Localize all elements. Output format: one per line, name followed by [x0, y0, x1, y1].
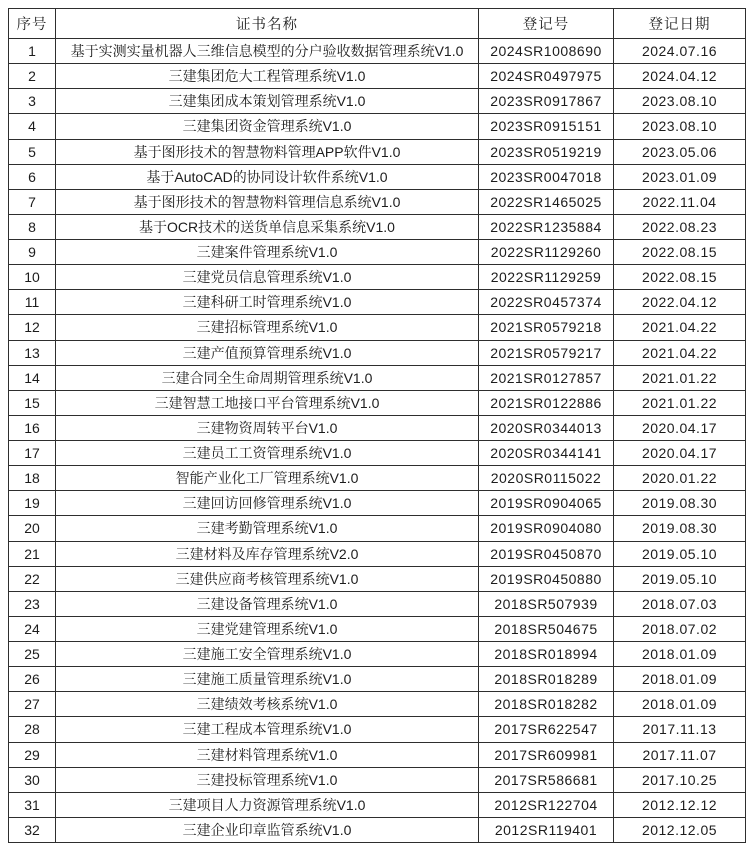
cert-name-cell: 智能产业化工厂管理系统V1.0: [56, 466, 479, 491]
reg-date-cell: 2022.08.15: [614, 240, 746, 265]
cert-name-cell: 三建智慧工地接口平台管理系统V1.0: [56, 390, 479, 415]
reg-no-cell: 2022SR1465025: [479, 189, 614, 214]
reg-no-cell: 2024SR0497975: [479, 64, 614, 89]
table-row: [9, 415, 746, 440]
reg-date-cell: 2018.01.09: [614, 642, 746, 667]
row-index-cell: 23: [9, 591, 56, 616]
reg-date-cell: 2017.11.07: [614, 742, 746, 767]
row-index-cell: 16: [9, 415, 56, 440]
table-row: [9, 616, 746, 641]
reg-date-cell: 2018.01.09: [614, 692, 746, 717]
row-index-cell: 18: [9, 466, 56, 491]
reg-date-cell: 2023.08.10: [614, 114, 746, 139]
row-index-cell: 1: [9, 39, 56, 64]
row-index-cell: 7: [9, 189, 56, 214]
cert-name-cell: 三建施工质量管理系统V1.0: [56, 667, 479, 692]
cert-name-cell: 三建企业印章监管系统V1.0: [56, 817, 479, 842]
row-index-cell: 25: [9, 642, 56, 667]
row-index-cell: 27: [9, 692, 56, 717]
table-header: [9, 9, 746, 39]
reg-no-cell: 2012SR122704: [479, 792, 614, 817]
cert-name-cell: 三建材料管理系统V1.0: [56, 742, 479, 767]
reg-date-cell: 2017.11.13: [614, 717, 746, 742]
reg-no-cell: 2020SR0344013: [479, 415, 614, 440]
cert-name-cell: 三建集团资金管理系统V1.0: [56, 114, 479, 139]
cert-name-cell: 三建案件管理系统V1.0: [56, 240, 479, 265]
reg-no-cell: 2018SR018289: [479, 667, 614, 692]
row-index-cell: 12: [9, 315, 56, 340]
cert-name-cell: 三建设备管理系统V1.0: [56, 591, 479, 616]
row-index-cell: 11: [9, 290, 56, 315]
table-row: [9, 817, 746, 842]
cert-name-cell: 基于图形技术的智慧物料管理信息系统V1.0: [56, 189, 479, 214]
reg-no-cell: 2021SR0122886: [479, 390, 614, 415]
certificate-table-container: [8, 8, 745, 843]
reg-date-cell: 2024.07.16: [614, 39, 746, 64]
reg-no-cell: 2017SR622547: [479, 717, 614, 742]
reg-date-cell: 2023.01.09: [614, 164, 746, 189]
cert-name-cell: 三建材料及库存管理系统V2.0: [56, 541, 479, 566]
row-index-cell: 32: [9, 817, 56, 842]
reg-no-cell: 2021SR0579218: [479, 315, 614, 340]
reg-no-cell: 2018SR504675: [479, 616, 614, 641]
reg-no-cell: 2019SR0904080: [479, 516, 614, 541]
row-index-cell: 14: [9, 365, 56, 390]
row-index-cell: 21: [9, 541, 56, 566]
table-row: [9, 742, 746, 767]
row-index-cell: 5: [9, 139, 56, 164]
reg-no-cell: 2017SR586681: [479, 767, 614, 792]
table-row: [9, 89, 746, 114]
table-row: [9, 566, 746, 591]
reg-date-cell: 2017.10.25: [614, 767, 746, 792]
cert-name-cell: 三建招标管理系统V1.0: [56, 315, 479, 340]
row-index-cell: 13: [9, 340, 56, 365]
certificate-table: [8, 8, 746, 843]
reg-no-cell: 2012SR119401: [479, 817, 614, 842]
reg-no-cell: 2019SR0450870: [479, 541, 614, 566]
reg-no-cell: 2023SR0047018: [479, 164, 614, 189]
table-row: [9, 164, 746, 189]
cert-name-cell: 三建党员信息管理系统V1.0: [56, 265, 479, 290]
table-row: [9, 290, 746, 315]
table-row: [9, 516, 746, 541]
cert-name-cell: 三建党建管理系统V1.0: [56, 616, 479, 641]
reg-date-cell: 2024.04.12: [614, 64, 746, 89]
table-body: [9, 39, 746, 843]
table-row: [9, 692, 746, 717]
reg-date-cell: 2022.08.23: [614, 214, 746, 239]
reg-date-cell: 2012.12.12: [614, 792, 746, 817]
row-index-cell: 28: [9, 717, 56, 742]
row-index-cell: 29: [9, 742, 56, 767]
table-row: [9, 390, 746, 415]
header-cell-reg-date: 登记日期: [614, 9, 746, 39]
reg-date-cell: 2020.01.22: [614, 466, 746, 491]
reg-date-cell: 2023.08.10: [614, 89, 746, 114]
row-index-cell: 8: [9, 214, 56, 239]
cert-name-cell: 三建投标管理系统V1.0: [56, 767, 479, 792]
row-index-cell: 20: [9, 516, 56, 541]
table-row: [9, 265, 746, 290]
cert-name-cell: 三建考勤管理系统V1.0: [56, 516, 479, 541]
table-row: [9, 240, 746, 265]
cert-name-cell: 三建供应商考核管理系统V1.0: [56, 566, 479, 591]
row-index-cell: 4: [9, 114, 56, 139]
cert-name-cell: 三建集团成本策划管理系统V1.0: [56, 89, 479, 114]
reg-date-cell: 2020.04.17: [614, 441, 746, 466]
row-index-cell: 15: [9, 390, 56, 415]
cert-name-cell: 三建科研工时管理系统V1.0: [56, 290, 479, 315]
reg-no-cell: 2020SR0115022: [479, 466, 614, 491]
reg-no-cell: 2018SR018994: [479, 642, 614, 667]
reg-no-cell: 2020SR0344141: [479, 441, 614, 466]
reg-no-cell: 2022SR1129260: [479, 240, 614, 265]
reg-date-cell: 2021.04.22: [614, 340, 746, 365]
reg-no-cell: 2021SR0127857: [479, 365, 614, 390]
table-row: [9, 767, 746, 792]
reg-no-cell: 2018SR507939: [479, 591, 614, 616]
reg-date-cell: 2022.11.04: [614, 189, 746, 214]
row-index-cell: 19: [9, 491, 56, 516]
cert-name-cell: 三建物资周转平台V1.0: [56, 415, 479, 440]
reg-no-cell: 2019SR0450880: [479, 566, 614, 591]
reg-no-cell: 2022SR1129259: [479, 265, 614, 290]
reg-date-cell: 2023.05.06: [614, 139, 746, 164]
reg-date-cell: 2018.07.02: [614, 616, 746, 641]
reg-no-cell: 2017SR609981: [479, 742, 614, 767]
row-index-cell: 2: [9, 64, 56, 89]
reg-no-cell: 2019SR0904065: [479, 491, 614, 516]
cert-name-cell: 三建施工安全管理系统V1.0: [56, 642, 479, 667]
header-row: [9, 9, 746, 39]
table-row: [9, 139, 746, 164]
row-index-cell: 26: [9, 667, 56, 692]
cert-name-cell: 基于OCR技术的送货单信息采集系统V1.0: [56, 214, 479, 239]
table-row: [9, 667, 746, 692]
row-index-cell: 6: [9, 164, 56, 189]
reg-date-cell: 2019.08.30: [614, 491, 746, 516]
reg-date-cell: 2019.05.10: [614, 541, 746, 566]
reg-no-cell: 2022SR0457374: [479, 290, 614, 315]
header-cell-index: 序号: [9, 9, 56, 39]
table-row: [9, 591, 746, 616]
reg-date-cell: 2019.08.30: [614, 516, 746, 541]
table-row: [9, 189, 746, 214]
cert-name-cell: 三建集团危大工程管理系统V1.0: [56, 64, 479, 89]
reg-date-cell: 2012.12.05: [614, 817, 746, 842]
row-index-cell: 31: [9, 792, 56, 817]
table-row: [9, 541, 746, 566]
row-index-cell: 30: [9, 767, 56, 792]
table-row: [9, 214, 746, 239]
cert-name-cell: 三建合同全生命周期管理系统V1.0: [56, 365, 479, 390]
reg-date-cell: 2022.08.15: [614, 265, 746, 290]
row-index-cell: 3: [9, 89, 56, 114]
cert-name-cell: 三建工程成本管理系统V1.0: [56, 717, 479, 742]
table-row: [9, 64, 746, 89]
cert-name-cell: 三建产值预算管理系统V1.0: [56, 340, 479, 365]
reg-date-cell: 2018.07.03: [614, 591, 746, 616]
reg-date-cell: 2019.05.10: [614, 566, 746, 591]
reg-no-cell: 2023SR0917867: [479, 89, 614, 114]
table-row: [9, 340, 746, 365]
table-row: [9, 39, 746, 64]
table-row: [9, 441, 746, 466]
table-row: [9, 642, 746, 667]
reg-date-cell: 2021.04.22: [614, 315, 746, 340]
cert-name-cell: 三建员工工资管理系统V1.0: [56, 441, 479, 466]
cert-name-cell: 三建项目人力资源管理系统V1.0: [56, 792, 479, 817]
cert-name-cell: 基于图形技术的智慧物料管理APP软件V1.0: [56, 139, 479, 164]
reg-no-cell: 2023SR0519219: [479, 139, 614, 164]
row-index-cell: 17: [9, 441, 56, 466]
reg-date-cell: 2022.04.12: [614, 290, 746, 315]
cert-name-cell: 三建绩效考核系统V1.0: [56, 692, 479, 717]
reg-no-cell: 2018SR018282: [479, 692, 614, 717]
reg-date-cell: 2018.01.09: [614, 667, 746, 692]
reg-date-cell: 2020.04.17: [614, 415, 746, 440]
cert-name-cell: 三建回访回修管理系统V1.0: [56, 491, 479, 516]
reg-no-cell: 2021SR0579217: [479, 340, 614, 365]
header-cell-reg-no: 登记号: [479, 9, 614, 39]
cert-name-cell: 基于实测实量机器人三维信息模型的分户验收数据管理系统V1.0: [56, 39, 479, 64]
header-cell-cert-name: 证书名称: [56, 9, 479, 39]
cert-name-cell: 基于AutoCAD的协同设计软件系统V1.0: [56, 164, 479, 189]
table-row: [9, 717, 746, 742]
reg-date-cell: 2021.01.22: [614, 390, 746, 415]
table-row: [9, 114, 746, 139]
reg-no-cell: 2023SR0915151: [479, 114, 614, 139]
reg-no-cell: 2022SR1235884: [479, 214, 614, 239]
table-row: [9, 491, 746, 516]
reg-date-cell: 2021.01.22: [614, 365, 746, 390]
row-index-cell: 10: [9, 265, 56, 290]
table-row: [9, 365, 746, 390]
row-index-cell: 22: [9, 566, 56, 591]
row-index-cell: 24: [9, 616, 56, 641]
reg-no-cell: 2024SR1008690: [479, 39, 614, 64]
row-index-cell: 9: [9, 240, 56, 265]
table-row: [9, 466, 746, 491]
table-row: [9, 792, 746, 817]
table-row: [9, 315, 746, 340]
